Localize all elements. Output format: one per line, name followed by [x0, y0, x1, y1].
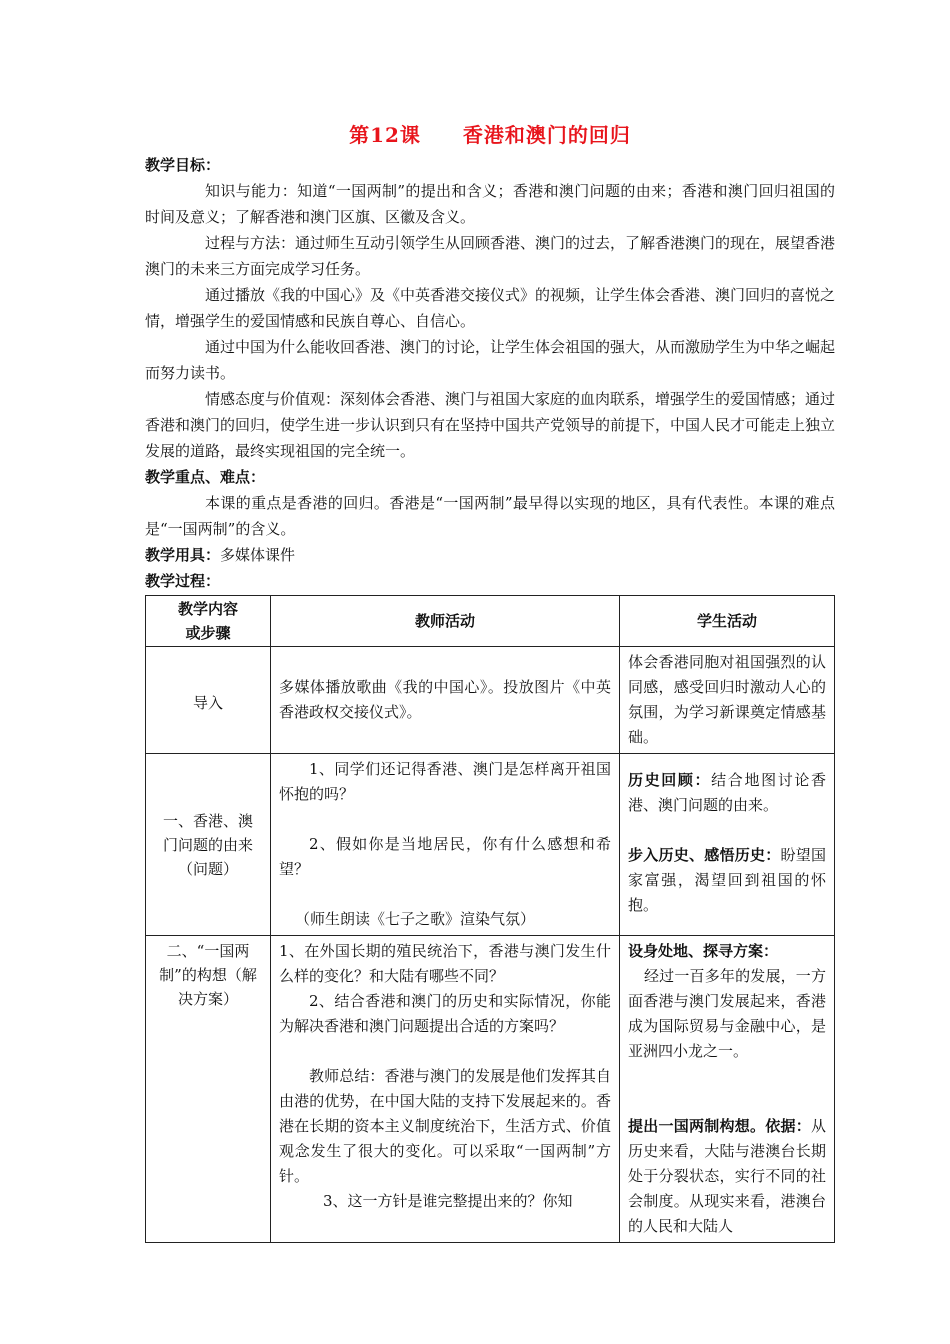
table-row	[146, 754, 835, 936]
student-cell: 历史回顾：结合地图讨论香港、澳门问题的由来。 步入历史、感悟历史：盼望国家富强，渴望回到祖国的怀抱。	[620, 754, 835, 936]
tools-text: 多媒体课件	[220, 546, 296, 564]
header-teacher: 教师活动	[271, 596, 620, 647]
objective-paragraph: 通过播放《我的中国心》及《中英香港交接仪式》的视频，让学生体会香港、澳门回归的喜悦之情，增强学生的爱国情感和民族自尊心、自信心。	[145, 286, 836, 330]
lesson-name: 香港和澳门的回归	[462, 123, 631, 147]
document-body	[145, 118, 835, 594]
objective-paragraph: 知识与能力：知道“一国两制”的提出和含义；香港和澳门问题的由来；香港和澳门回归祖国的时间及意义；了解香港和澳门区旗、区徽及含义。	[145, 182, 835, 226]
objective-paragraph: 通过中国为什么能收回香港、澳门的讨论，让学生体会祖国的强大，从而激励学生为中华之崛起而努力读书。	[145, 338, 836, 382]
step-cell: 一、香港、澳门问题的由来（问题）	[146, 754, 271, 936]
objectives-heading: 教学目标：	[145, 156, 221, 174]
table-row	[146, 647, 835, 754]
lesson-number: 第12课	[349, 123, 421, 147]
objective-paragraph: 情感态度与价值观：深刻体会香港、澳门与祖国大家庭的血肉联系，增强学生的爱国情感；通过香港和澳门的回归，使学生进一步认识到只有在坚持中国共产党领导的前提下，中国人民才可能走上独立发展的道路，最终实现祖国的完全统一。	[145, 390, 836, 460]
table-row	[146, 936, 835, 1243]
tools-heading: 教学用具：	[145, 546, 221, 564]
step-cell: 二、“一国两制”的构想（解决方案）	[146, 936, 271, 1243]
objective-paragraph: 过程与方法：通过师生互动引领学生从回顾香港、澳门的过去，了解香港澳门的现在，展望香港澳门的未来三方面完成学习任务。	[145, 234, 836, 278]
step-cell: 导入	[146, 647, 271, 754]
process-heading: 教学过程：	[145, 572, 221, 590]
header-student: 学生活动	[620, 596, 835, 647]
lesson-title	[145, 118, 835, 152]
teacher-cell: 1、在外国长期的殖民统治下，香港与澳门发生什么样的变化？和大陆有哪些不同？ 2、结合香港和澳门的历史和实际情况，你能为解决香港和澳门问题提出合适的方案吗？ 教师总结：香港与澳门的发展是他们发挥其自由港的优势，在中国大陆的支持下发展起来的。香港在长期的资本主义制度统治下，生活方式、价值观念发生了很大的变化。可以采取“一国两制”方针。 3、这一方针是谁完整提出来的？你知	[271, 936, 620, 1243]
tools-line	[145, 542, 835, 568]
student-cell: 设身处地、探寻方案： 经过一百多年的发展，一方面香港与澳门发展起来，香港成为国际贸易与金融中心，是亚洲四小龙之一。 提出一国两制构想。依据：从历史来看，大陆与港澳台长期处于分裂状态，实行不同的社会制度。从现实来看，港澳台的人民和大陆人	[620, 936, 835, 1243]
keypoints-text: 本课的重点是香港的回归。香港是“一国两制”最早得以实现的地区，具有代表性。本课的难点是“一国两制”的含义。	[145, 494, 835, 538]
keypoints-heading: 教学重点、难点：	[145, 468, 266, 486]
lesson-plan-table	[145, 595, 835, 1243]
header-step: 教学内容 或步骤	[146, 596, 271, 647]
teacher-cell: 多媒体播放歌曲《我的中国心》。投放图片《中英香港政权交接仪式》。	[271, 647, 620, 754]
student-cell: 体会香港同胞对祖国强烈的认同感，感受回归时激动人心的氛围，为学习新课奠定情感基础。	[620, 647, 835, 754]
table-header-row	[146, 596, 835, 647]
teacher-cell: 1、同学们还记得香港、澳门是怎样离开祖国怀抱的吗？ 2、假如你是当地居民，你有什么感想和希望？ （师生朗读《七子之歌》渲染气氛）	[271, 754, 620, 936]
